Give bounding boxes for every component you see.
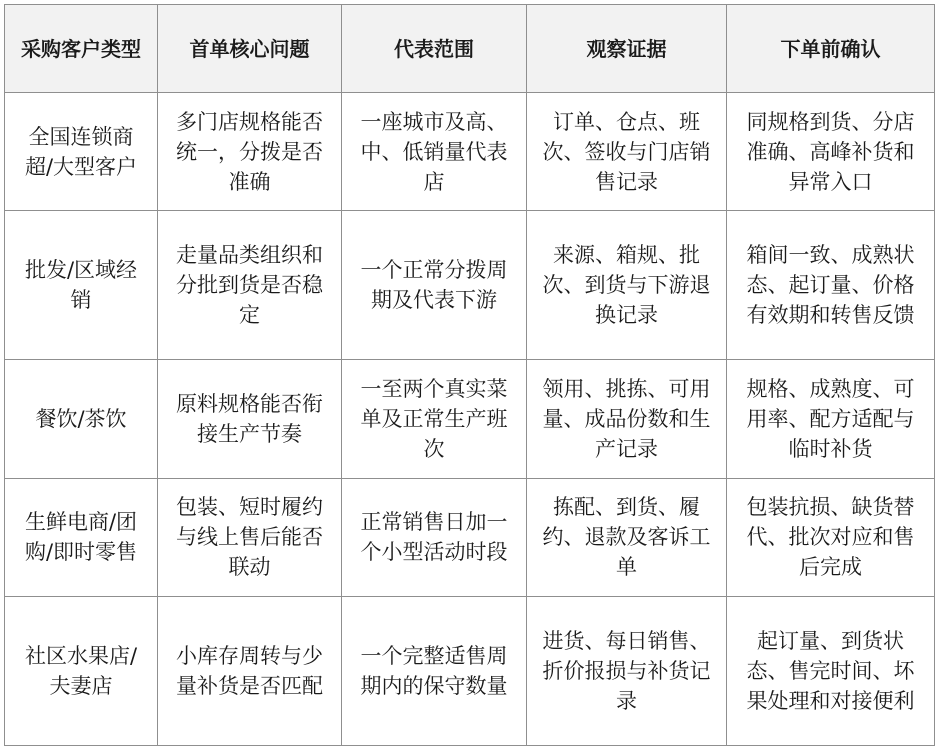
table-row bbox=[5, 93, 935, 211]
cell-confirmation: 箱间一致、成熟状态、起订量、价格有效期和转售反馈 bbox=[727, 211, 935, 360]
cell-customer-type: 生鲜电商/团购/即时零售 bbox=[5, 478, 158, 596]
cell-confirmation: 包装抗损、缺货替代、批次对应和售后完成 bbox=[727, 478, 935, 596]
cell-confirmation: 规格、成熟度、可用率、配方适配与临时补货 bbox=[727, 360, 935, 478]
header-evidence: 观察证据 bbox=[527, 5, 727, 93]
cell-confirmation: 同规格到货、分店准确、高峰补货和异常入口 bbox=[727, 93, 935, 211]
procurement-table-container bbox=[4, 4, 934, 746]
cell-core-issue: 小库存周转与少量补货是否匹配 bbox=[158, 596, 342, 745]
cell-evidence: 进货、每日销售、折价报损与补货记录 bbox=[527, 596, 727, 745]
procurement-customer-table bbox=[4, 4, 935, 746]
cell-core-issue: 包装、短时履约与线上售后能否联动 bbox=[158, 478, 342, 596]
cell-customer-type: 全国连锁商超/大型客户 bbox=[5, 93, 158, 211]
cell-evidence: 领用、挑拣、可用量、成品份数和生产记录 bbox=[527, 360, 727, 478]
header-customer-type: 采购客户类型 bbox=[5, 5, 158, 93]
cell-core-issue: 多门店规格能否统一，分拨是否准确 bbox=[158, 93, 342, 211]
header-confirmation: 下单前确认 bbox=[727, 5, 935, 93]
table-row bbox=[5, 596, 935, 745]
cell-scope: 一个正常分拨周期及代表下游 bbox=[342, 211, 527, 360]
cell-scope: 一座城市及高、中、低销量代表店 bbox=[342, 93, 527, 211]
cell-confirmation: 起订量、到货状态、售完时间、坏果处理和对接便利 bbox=[727, 596, 935, 745]
cell-customer-type: 餐饮/茶饮 bbox=[5, 360, 158, 478]
cell-core-issue: 原料规格能否衔接生产节奏 bbox=[158, 360, 342, 478]
table-row bbox=[5, 478, 935, 596]
cell-scope: 正常销售日加一个小型活动时段 bbox=[342, 478, 527, 596]
cell-evidence: 订单、仓点、班次、签收与门店销售记录 bbox=[527, 93, 727, 211]
cell-evidence: 拣配、到货、履约、退款及客诉工单 bbox=[527, 478, 727, 596]
cell-customer-type: 社区水果店/夫妻店 bbox=[5, 596, 158, 745]
header-scope: 代表范围 bbox=[342, 5, 527, 93]
cell-evidence: 来源、箱规、批次、到货与下游退换记录 bbox=[527, 211, 727, 360]
header-row bbox=[5, 5, 935, 93]
header-core-issue: 首单核心问题 bbox=[158, 5, 342, 93]
table-row bbox=[5, 360, 935, 478]
cell-scope: 一个完整适售周期内的保守数量 bbox=[342, 596, 527, 745]
cell-core-issue: 走量品类组织和分批到货是否稳定 bbox=[158, 211, 342, 360]
cell-customer-type: 批发/区域经销 bbox=[5, 211, 158, 360]
cell-scope: 一至两个真实菜单及正常生产班次 bbox=[342, 360, 527, 478]
table-row bbox=[5, 211, 935, 360]
